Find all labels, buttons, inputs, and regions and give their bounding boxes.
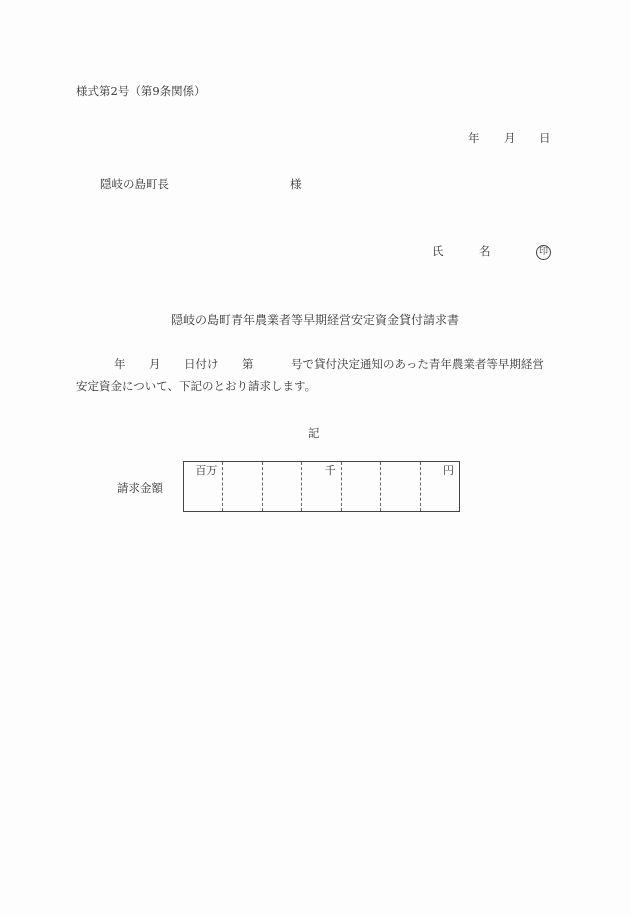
amount-digit-cell[interactable] (184, 462, 223, 511)
amount-digit-cell[interactable] (263, 462, 302, 511)
body-year: 年 (114, 357, 126, 371)
addressee-honorific: 様 (290, 177, 302, 191)
amount-digit-cell[interactable] (302, 462, 341, 511)
unit-label: 千 (324, 464, 336, 477)
applicant-name-label-2: 名 (479, 244, 491, 258)
body-line2: 安定資金について、下記のとおり請求します。 (76, 379, 317, 393)
document-title: 隠岐の島町青年農業者等早期経営安定資金貸付請求書 (171, 313, 460, 327)
amount-table (183, 461, 460, 512)
date-month-label: 月 (504, 131, 516, 145)
ki-heading: 記 (308, 426, 320, 440)
body-line1: 号で貸付決定通知のあった青年農業者等早期経営 (291, 357, 544, 371)
unit-label: 円 (442, 464, 454, 477)
amount-digit-cell[interactable] (342, 462, 381, 511)
form-number: 様式第2号（第9条関係） (76, 84, 206, 98)
seal-mark: 印 (536, 245, 551, 260)
amount-digit-cell[interactable] (381, 462, 420, 511)
date-year-label: 年 (468, 131, 480, 145)
applicant-name-label-1: 氏 (432, 244, 444, 258)
unit-label: 百万 (195, 464, 218, 477)
body-month: 月 (149, 357, 161, 371)
body-dai: 第 (242, 357, 254, 371)
amount-digit-cell[interactable] (223, 462, 262, 511)
seal-icon (536, 243, 551, 260)
date-day-label: 日 (539, 131, 551, 145)
body-day: 日付け (184, 357, 219, 371)
amount-label: 請求金額 (117, 481, 163, 495)
addressee-name: 隠岐の島町長 (100, 177, 169, 191)
amount-digit-cell[interactable] (421, 462, 459, 511)
